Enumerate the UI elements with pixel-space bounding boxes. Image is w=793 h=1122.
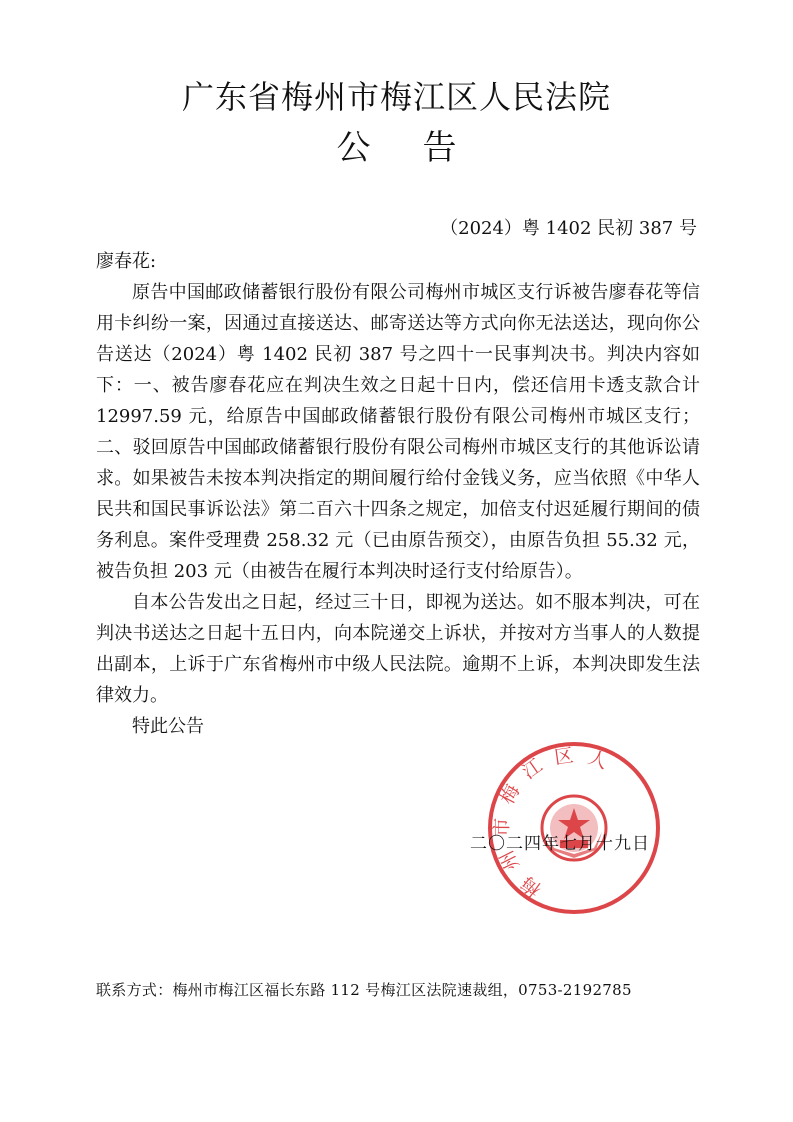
paragraph-judgment: 原告中国邮政储蓄银行股份有限公司梅州市城区支行诉被告廖春花等信用卡纠纷一案，因通过直接送达、邮寄送达等方式向你无法送达，现向你公告送达（2024）粤 1402 民初 387 号之四十一民事判决书。判决内容如下：一、被告廖春花应在判决生效之日起十日内，偿还信用卡透支款合计 12997.59 元，给原告中国邮政储蓄银行股份有限公司梅州市城区支行；二、驳回原告中国邮政储蓄银行股份有限公司梅州市城区支行的其他诉讼请求。如果被告未按本判决指定的期间履行给付金钱义务，应当依照《中华人民共和国民事诉讼法》第二百六十四条之规定，加倍支付迟延履行期间的债务利息。案件受理费 258.32 元（已由原告预交），由原告负担 55.32 元，被告负担 203 元（由被告在履行本判决时迳行支付给原告）。 — [96, 282, 700, 582]
doc-type-char-2: 告 — [422, 128, 457, 168]
notice-date: 二〇二四年七月十九日 — [470, 834, 650, 854]
contact-info: 联系方式：梅州市梅江区福长东路 112 号梅江区法院速裁组，0753-2192785 — [96, 981, 632, 999]
addressee: 廖春花: — [96, 251, 157, 272]
paragraph-closing: 特此公告 — [132, 716, 204, 737]
seal-text: 梅州市梅江区人民法院 — [490, 744, 611, 901]
doc-type-char-1: 公 — [336, 128, 371, 168]
paragraph-service: 自本公告发出之日起，经过三十日，即视为送达。如不服本判决，可在判决书送达之日起十五日内，向本院递交上诉状，并按对方当事人的人数提出副本，上诉于广东省梅州市中级人民法院。逾期不上诉，本判决即发生法律效力。 — [96, 592, 700, 706]
court-title: 广东省梅州市梅江区人民法院 — [181, 78, 611, 116]
notice-body — [96, 246, 700, 742]
court-seal-icon — [486, 740, 662, 916]
case-number: （2024）粤 1402 民初 387 号 — [440, 218, 697, 239]
doc-type-title — [0, 120, 793, 169]
